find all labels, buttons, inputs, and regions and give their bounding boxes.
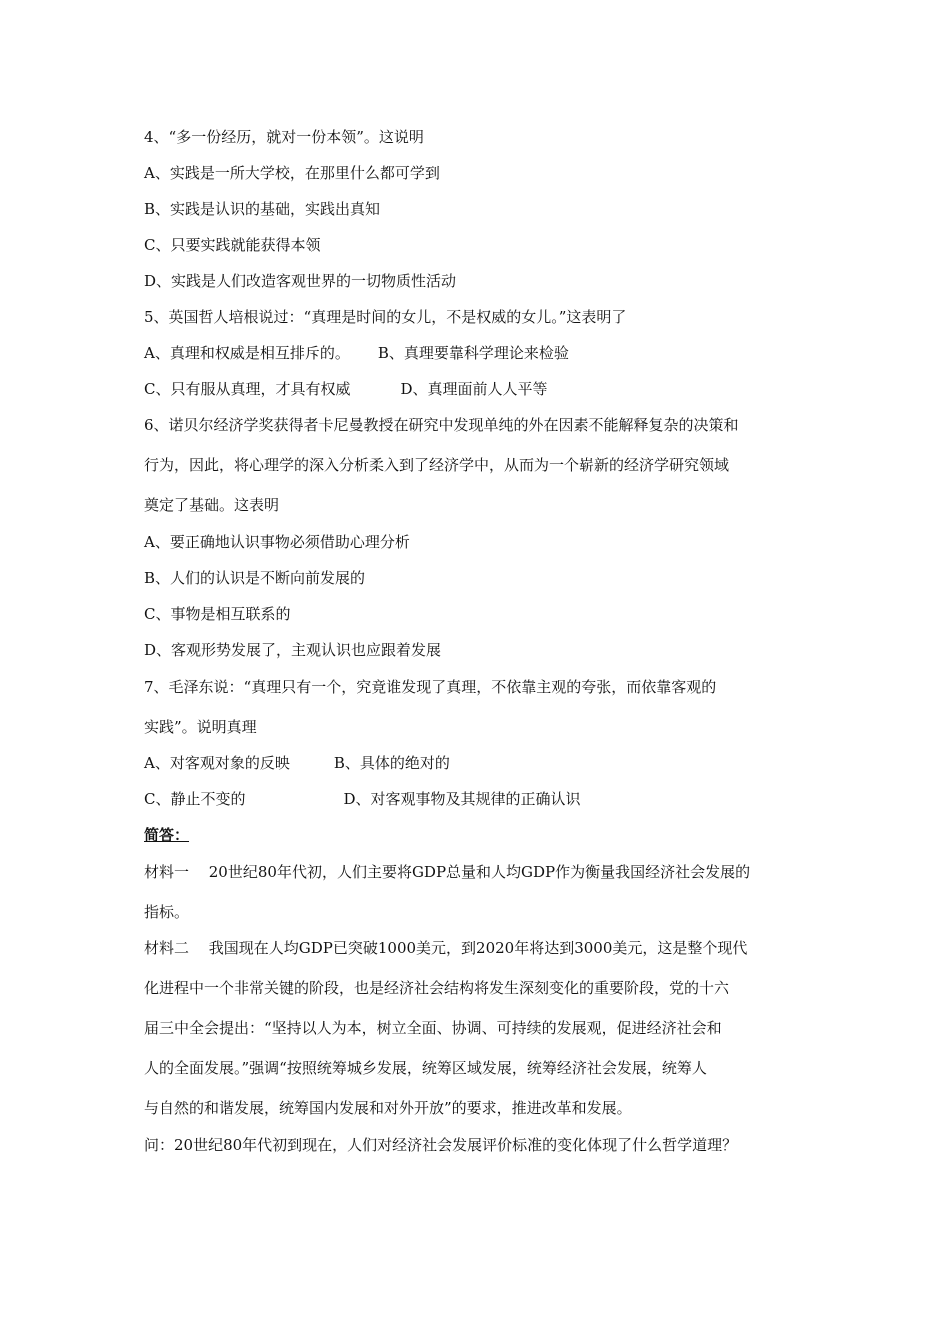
- section-question: 问：20世纪80年代初到现在，人们对经济社会发展评价标准的变化体现了什么哲学道理？: [144, 1136, 738, 1154]
- question-5-option-b: B、真理要靠科学理论来检验: [377, 344, 569, 362]
- question-6-stem-line-1: 6、诺贝尔经济学奖获得者卡尼曼教授在研究中发现单纯的外在因素不能解释复杂的决策和: [144, 416, 739, 434]
- material-1-line-2: 指标。: [144, 903, 190, 921]
- question-5-stem: 5、英国哲人培根说过：“真理是时间的女儿，不是权威的女儿。”这表明了: [144, 308, 627, 326]
- material-2-line-2: 化进程中一个非常关键的阶段，也是经济社会结构将发生深刻变化的重要阶段，党的十六: [144, 979, 730, 997]
- question-6-stem-line-2: 行为，因此，将心理学的深入分析柔入到了经济学中，从而为一个崭新的经济学研究领域: [144, 456, 730, 474]
- question-7-option-c: C、静止不变的: [144, 790, 246, 808]
- material-2-line-4: 人的全面发展。”强调“按照统筹城乡发展，统筹区域发展，统筹经济社会发展，统筹人: [144, 1059, 707, 1077]
- question-6-option-b: B、人们的认识是不断向前发展的: [144, 569, 366, 587]
- question-6-stem-line-3: 奠定了基础。这表明: [144, 496, 280, 514]
- question-4-option-c: C、只要实践就能获得本领: [144, 236, 321, 254]
- material-2-line-3: 届三中全会提出：“坚持以人为本，树立全面、协调、可持续的发展观，促进经济社会和: [144, 1019, 722, 1037]
- question-5-option-c: C、只有服从真理，才具有权威: [144, 380, 351, 398]
- material-1-line-1: 材料一 20世纪80年代初，人们主要将GDP总量和人均GDP作为衡量我国经济社会发展的: [144, 863, 751, 881]
- question-6-option-a: A、要正确地认识事物必须借助心理分析: [144, 533, 410, 551]
- question-5-option-d: D、真理面前人人平等: [400, 380, 548, 398]
- question-5-options-row-1: [144, 343, 569, 363]
- material-2-line-1: 材料二 我国现在人均GDP已突破1000美元，到2020年将达到3000美元，这是整个现代: [144, 939, 748, 957]
- question-6-option-c: C、事物是相互联系的: [144, 605, 291, 623]
- question-5-options-row-2: [144, 379, 548, 399]
- question-7-stem-line-1: 7、毛泽东说：“真理只有一个，究竟谁发现了真理，不依靠主观的夸张，而依靠客观的: [144, 678, 717, 696]
- question-7-options-row-1: [144, 753, 450, 773]
- question-7-option-b: B、具体的绝对的: [333, 754, 450, 772]
- question-6-option-d: D、客观形势发展了，主观认识也应跟着发展: [144, 641, 442, 659]
- question-4-option-d: D、实践是人们改造客观世界的一切物质性活动: [144, 272, 457, 290]
- question-4-option-a: A、实践是一所大学校，在那里什么都可学到: [144, 164, 440, 182]
- question-7-stem-line-2: 实践”。说明真理: [144, 718, 257, 736]
- question-4-option-b: B、实践是认识的基础，实践出真知: [144, 200, 381, 218]
- question-7-option-d: D、对客观事物及其规律的正确认识: [343, 790, 581, 808]
- question-7-option-a: A、对客观对象的反映: [144, 754, 290, 772]
- question-4-stem: 4、“多一份经历，就对一份本领”。这说明: [144, 128, 424, 146]
- material-2-line-5: 与自然的和谐发展，统筹国内发展和对外开放”的要求，推进改革和发展。: [144, 1099, 632, 1117]
- question-5-option-a: A、真理和权威是相互排斥的。: [144, 344, 350, 362]
- section-heading: 简答：: [144, 826, 190, 844]
- question-7-options-row-2: [144, 789, 581, 809]
